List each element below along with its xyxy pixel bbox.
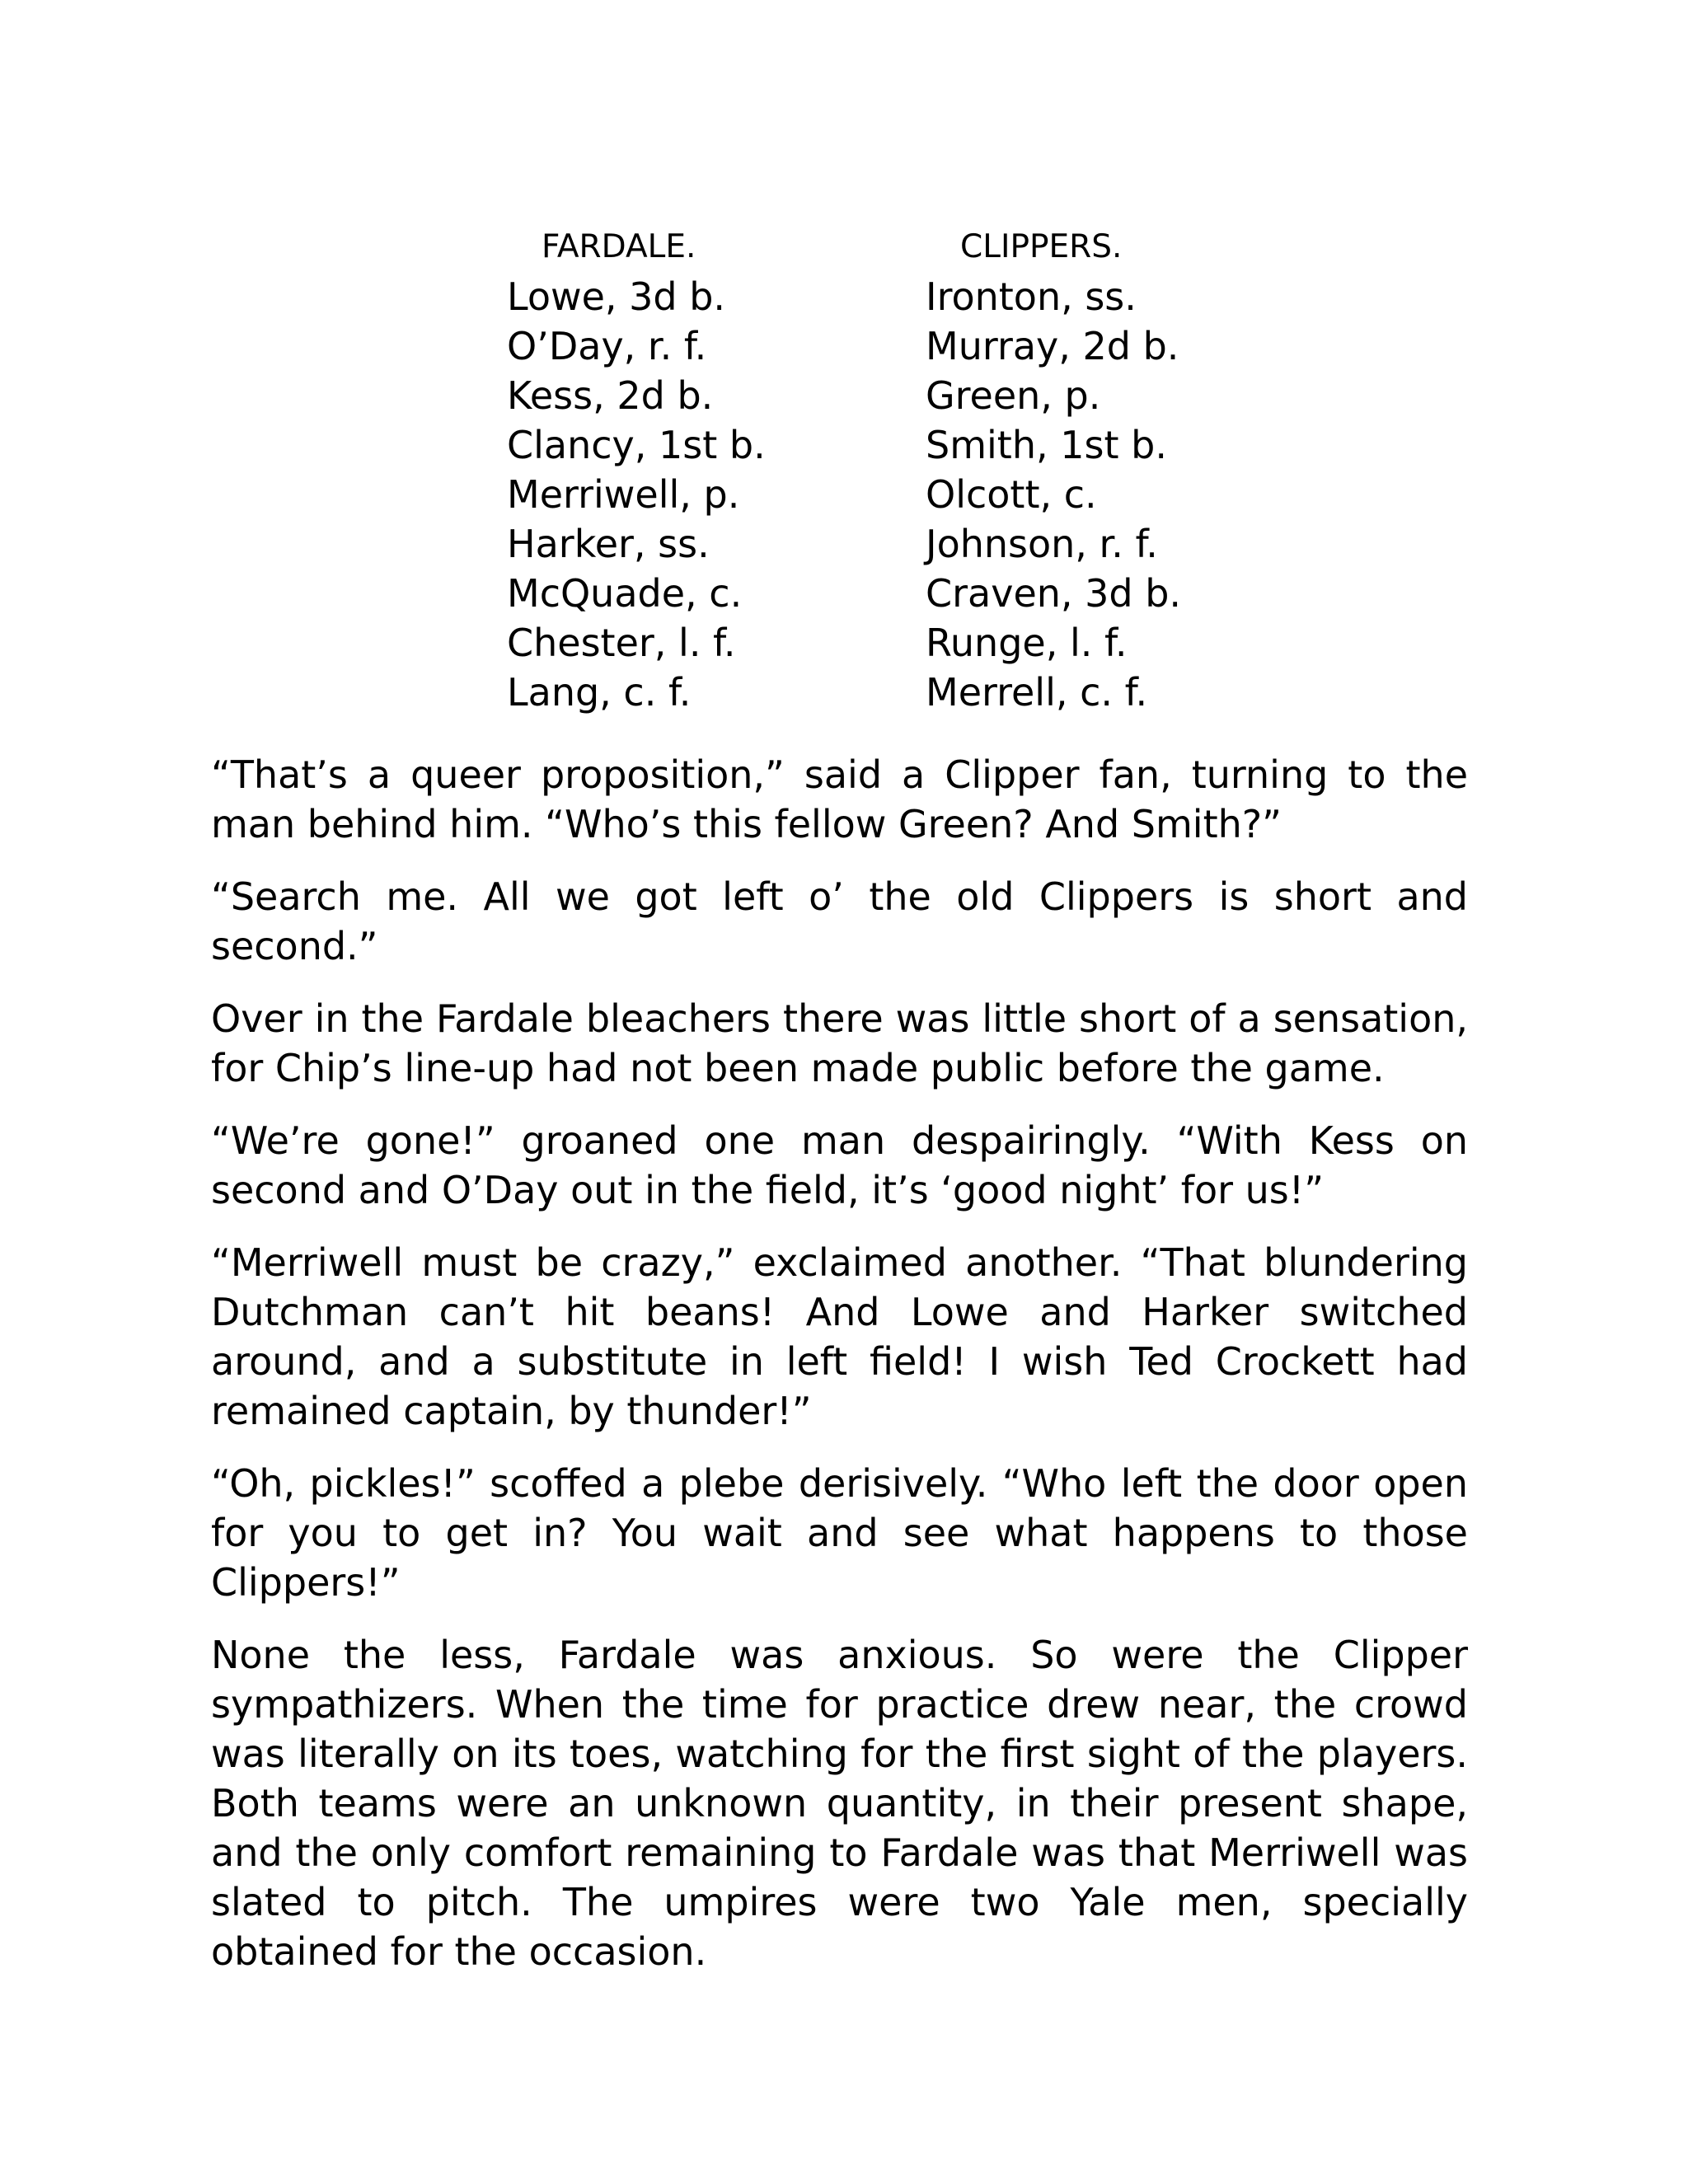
fardale-header: FARDALE.: [542, 228, 696, 265]
fardale-player: Clancy, 1st b.: [507, 423, 766, 467]
fardale-player-list: [507, 272, 766, 717]
fardale-player: Merriwell, p.: [507, 472, 740, 517]
paragraph: “Oh, pickles!” scoffed a plebe derisively. “Who left the door open for you to get in? You wait and see what happens to those Clippers!”: [211, 1461, 1468, 1605]
paragraph: Over in the Fardale bleachers there was little short of a sensation, for Chip’s line-up had not been made public before the game.: [211, 996, 1468, 1090]
fardale-column: [507, 223, 766, 717]
paragraph: “That’s a queer proposition,” said a Clipper fan, turning to the man behind him. “Who’s this fellow Green? And Smith?”: [211, 752, 1468, 846]
fardale-player: Chester, l. f.: [507, 621, 736, 665]
clippers-player: Murray, 2d b.: [926, 324, 1179, 368]
paragraph: “Merriwell must be crazy,” exclaimed another. “That blundering Dutchman can’t hit beans! And Lowe and Harker switched around, and a substitute in left field! I wish Ted Crockett had remained captain, by thunder!”: [211, 1240, 1468, 1433]
fardale-player: Lowe, 3d b.: [507, 274, 726, 319]
clippers-player: Runge, l. f.: [926, 621, 1128, 665]
clippers-player-list: [926, 272, 1181, 717]
fardale-player: McQuade, c.: [507, 571, 743, 616]
fardale-player: Harker, ss.: [507, 522, 710, 566]
clippers-player: Smith, 1st b.: [926, 423, 1167, 467]
clippers-header: CLIPPERS.: [960, 228, 1123, 265]
clippers-player: Ironton, ss.: [926, 274, 1137, 319]
clippers-player: Merrell, c. f.: [926, 670, 1148, 715]
paragraph: “Search me. All we got left o’ the old Clippers is short and second.”: [211, 874, 1468, 968]
fardale-player: Kess, 2d b.: [507, 373, 714, 418]
clippers-player: Johnson, r. f.: [926, 522, 1158, 566]
clippers-player: Olcott, c.: [926, 472, 1097, 517]
clippers-column: [926, 223, 1181, 717]
clippers-player: Green, p.: [926, 373, 1101, 418]
fardale-player: Lang, c. f.: [507, 670, 692, 715]
body-text: [211, 750, 1468, 1999]
fardale-player: O’Day, r. f.: [507, 324, 707, 368]
clippers-player: Craven, 3d b.: [926, 571, 1182, 616]
paragraph: “We’re gone!” groaned one man despairingly. “With Kess on second and O’Day out in the field, it’s ‘good night’ for us!”: [211, 1118, 1468, 1212]
paragraph: None the less, Fardale was anxious. So were the Clipper sympathizers. When the time for practice drew near, the crowd was literally on its toes, watching for the first sight of the players. Both teams were an unknown quantity, in their present shape, and the only comfort remaining to Fardale was that Merriwell was slated to pitch. The umpires were two Yale men, specially obtained for the occasion.: [211, 1633, 1468, 1974]
